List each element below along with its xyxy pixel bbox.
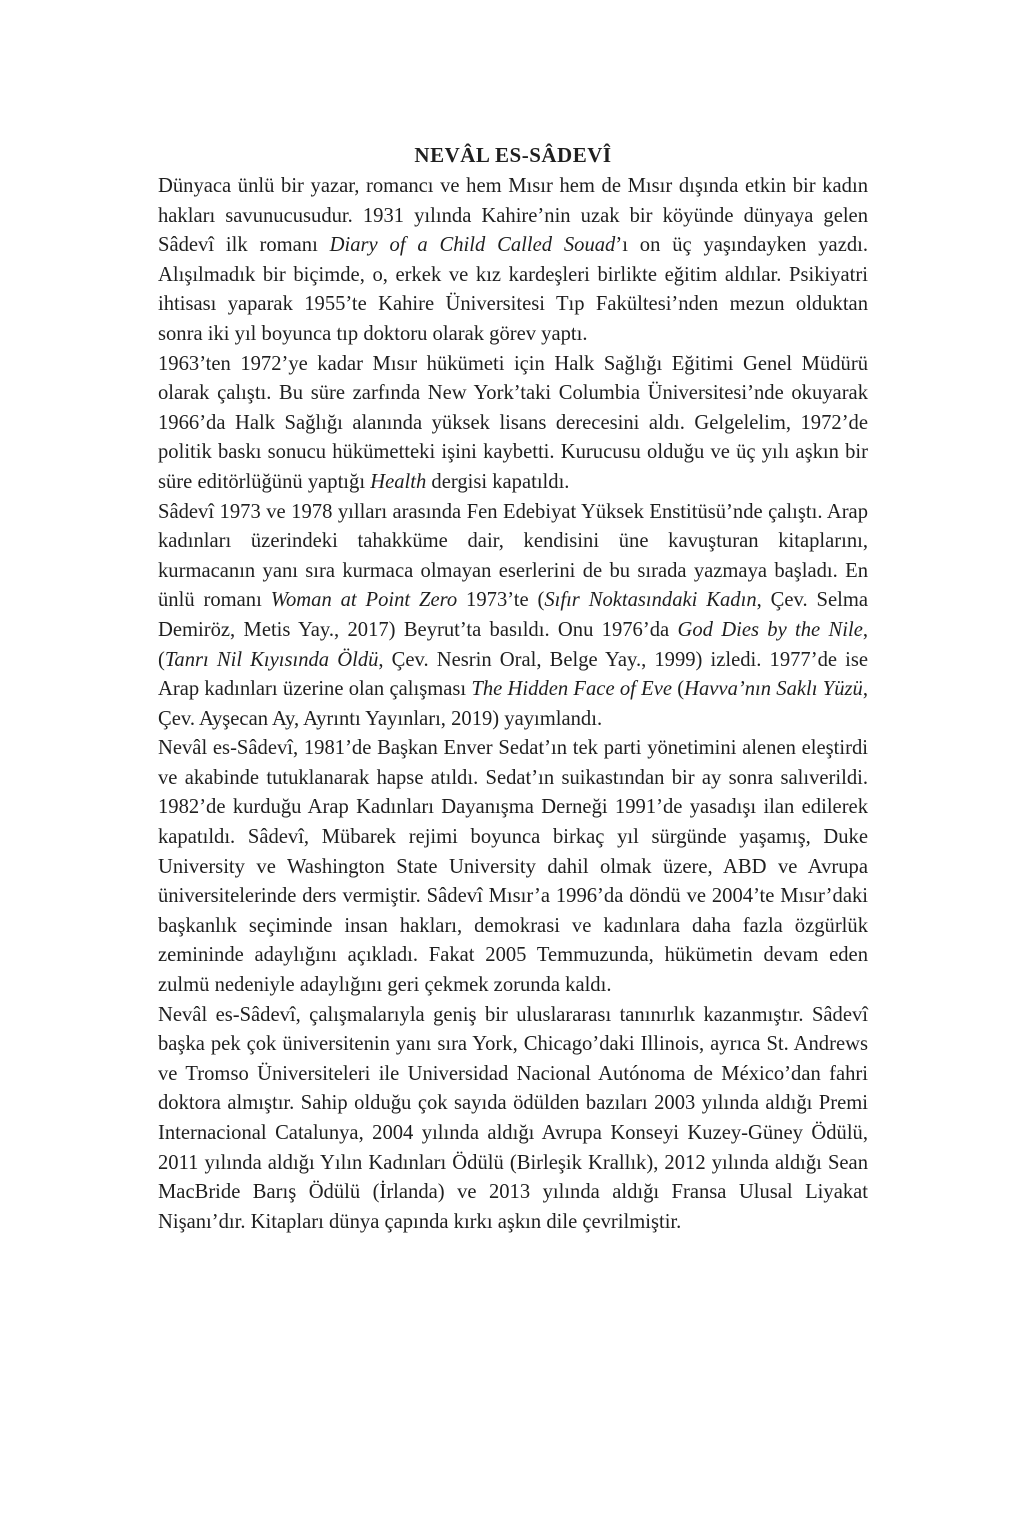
italic-title: Health bbox=[370, 470, 427, 493]
paragraph bbox=[158, 1001, 868, 1238]
page bbox=[158, 140, 868, 1237]
text-run: Nevâl es-Sâdevî, çalışmalarıyla geniş bir uluslararası tanınırlık kazanmıştır. Sâdevî başka pek çok üniversitenin yanı sıra York, Chicago’daki Illinois, ayrıca St. Andrews ve Tromso Üniversiteleri ile Universidad Nacional Autónoma de México’dan fahri doktora almıştır. Sahip olduğu çok sayıda ödülden bazıları 2003 yılında aldığı Premi Internacional Catalunya, 2004 yılında aldığı Avrupa Konseyi Kuzey-Güney Ödülü, 2011 yılında aldığı Yılın Kadınları Ödülü (Birleşik Krallık), 2012 yılında aldığı Sean MacBride Barış Ödülü (İrlanda) ve 2013 yılında aldığı Fransa Ulusal Liyakat Nişanı’dır. Kitapları dünya çapında kırkı aşkın dile çevrilmiştir. bbox=[158, 1003, 868, 1233]
italic-title: Diary of a Child Called Souad bbox=[329, 234, 616, 257]
text-run: 1963’ten 1972’ye kadar Mısır hükümeti için Halk Sağlığı Eğitimi Genel Müdürü olarak çalıştı. Bu süre zarfında New York’taki Columbia Üniversitesi’nde okuyarak 1966’da Halk Sağlığı alanında yüksek lisans derecesini aldı. Gelgelelim, 1972’de politik baskı sonucu hükümetteki işini kaybetti. Kurucusu olduğu ve üç yılı aşkın bir süre editörlüğünü yaptığı bbox=[158, 352, 868, 493]
text-run: , ( bbox=[158, 618, 868, 671]
text-run: , Çev. Ayşecan Ay, Ayrıntı Yayınları, 2019) yayımlandı. bbox=[158, 678, 868, 730]
paragraph bbox=[158, 734, 868, 1000]
italic-title: Havva’nın Saklı Yüzü bbox=[684, 678, 863, 701]
text-run: ’ı on üç yaşındayken yazdı. Alışılmadık bir biçimde, o, erkek ve kız kardeşleri birlikte eğitim aldılar. Psikiyatri ihtisası yaparak 1955’te Kahire Üniversitesi Tıp Fakültesi’nden mezun olduktan sonra iki yıl boyunca tıp doktoru olarak görev yaptı. bbox=[158, 234, 868, 345]
page-title: NEVÂL ES-SÂDEVÎ bbox=[414, 143, 612, 167]
paragraph bbox=[158, 172, 868, 350]
text-run: Dünyaca ünlü bir yazar, romancı ve hem Mısır hem de Mısır dışında etkin bir kadın hakları savunucusudur. 1931 yılında Kahire’nin uzak bir köyünde dünyaya gelen Sâdevî ilk romanı bbox=[158, 175, 868, 257]
italic-title: The Hidden Face of Eve bbox=[471, 678, 672, 701]
italic-title: Woman at Point Zero bbox=[270, 589, 458, 612]
text-run: , Çev. Nesrin Oral, Belge Yay., 1999) izledi. 1977’de ise Arap kadınları üzerine olan çalışması bbox=[158, 648, 869, 701]
text-run: Sâdevî 1973 ve 1978 yılları arasında Fen Edebiyat Yüksek Enstitüsü’nde çalıştı. Arap kadınları üzerindeki tahakküme dair, kendisini üne kavuşturan kitaplarını, kurmacanın yanı sıra kurmaca olmayan eserlerini de bu sırada yazmaya başladı. En ünlü romanı bbox=[158, 500, 868, 612]
italic-title: God Dies by the Nile bbox=[677, 618, 863, 641]
text-run: 1973’te ( bbox=[457, 589, 545, 612]
text-run: dergisi kapatıldı. bbox=[426, 470, 570, 493]
text-run: ( bbox=[672, 678, 685, 701]
italic-title: Tanrı Nil Kıyısında Öldü bbox=[164, 648, 379, 671]
paragraph bbox=[158, 498, 868, 735]
text-run: Nevâl es-Sâdevî, 1981’de Başkan Enver Sedat’ın tek parti yönetimini alenen eleştirdi ve akabinde tutuklanarak hapse atıldı. Sedat’ın suikastından bir ay sonra salıverildi. 1982’de kurduğu Arap Kadınları Dayanışma Derneği 1991’de yasadışı ilan edilerek kapatıldı. Sâdevî, Mübarek rejimi boyunca birkaç yıl sürgünde yaşamış, Duke University ve Washington State University dahil olmak üzere, ABD ve Avrupa üniversitelerinde ders vermiştir. Sâdevî Mısır’a 1996’da döndü ve 2004’te Mısır’daki başkanlık seçiminde insan hakları, demokrasi ve kadınlara daha fazla özgürlük zemininde adaylığını açıkladı. Fakat 2005 Temmuzunda, hükümetin devam eden zulmü nedeniyle adaylığını geri çekmek zorunda kaldı. bbox=[158, 737, 868, 997]
paragraph bbox=[158, 350, 868, 498]
text-run: , Çev. Selma Demiröz, Metis Yay., 2017) Beyrut’ta basıldı. Onu 1976’da bbox=[158, 589, 868, 641]
italic-title: Sıfır Noktasındaki Kadın bbox=[544, 589, 757, 612]
body-text bbox=[158, 172, 868, 1237]
